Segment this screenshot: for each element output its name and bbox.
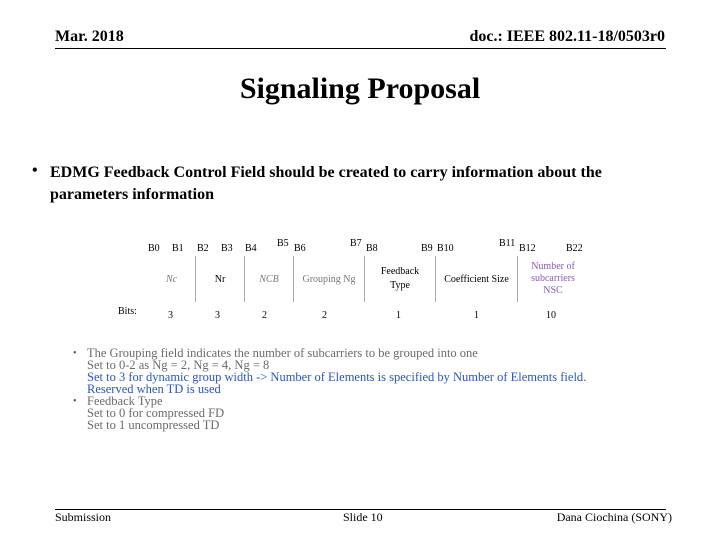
grouping-set-0-2: Set to 0-2 as Ng = 2, Ng = 4, Ng = 8 [87, 358, 270, 372]
bit-label: B1 [172, 243, 184, 254]
field-feedback-type [365, 256, 436, 302]
field-num-subcarriers [518, 256, 588, 302]
feedback-type-title: Feedback Type [87, 394, 163, 408]
bullet-marker: • [32, 162, 38, 179]
field-nc [148, 256, 196, 302]
bit-label: B12 [519, 243, 536, 254]
field-label: Nr [214, 273, 226, 285]
bit-label: B10 [437, 243, 454, 254]
bit-label: B6 [294, 243, 306, 254]
header-divider [55, 48, 666, 49]
bit-count: 2 [322, 310, 327, 321]
header-doc-id: doc.: IEEE 802.11-18/0503r0 [469, 28, 665, 45]
header-date: Mar. 2018 [55, 28, 124, 45]
slide-title: Signaling Proposal [239, 72, 481, 105]
bit-label: B5 [277, 238, 289, 249]
bits-label: Bits: [118, 306, 137, 317]
field-label: Grouping Ng [302, 273, 356, 285]
field-grouping [294, 256, 365, 302]
bit-label: B9 [421, 243, 433, 254]
bit-count: 10 [546, 310, 556, 321]
bit-label: B8 [366, 243, 378, 254]
note-bullet: • [73, 396, 77, 407]
bit-count: 1 [396, 310, 401, 321]
bit-label: B2 [197, 243, 209, 254]
feedback-set-0: Set to 0 for compressed FD [87, 406, 225, 420]
bullet-text: EDMG Feedback Control Field should be created to carry information about the parameters information [50, 164, 602, 203]
field-label: Feedback Type [380, 266, 420, 291]
field-label: NCB [259, 273, 279, 285]
field-label: Number of subcarriers NSC [531, 261, 575, 296]
field-label: Coefficient Size [444, 273, 509, 285]
bit-label: B22 [566, 243, 583, 254]
grouping-reserved: Reserved when TD is used [87, 382, 221, 396]
bit-count: 1 [474, 310, 479, 321]
note-bullet: • [73, 348, 77, 359]
footer-author: Dana Ciochina (SONY) [556, 510, 672, 524]
bit-count: 3 [168, 310, 173, 321]
bit-label: B0 [148, 243, 160, 254]
bit-label: B11 [499, 238, 516, 249]
field-ncb [245, 256, 294, 302]
bit-count: 2 [262, 310, 267, 321]
footer-submission: Submission [55, 510, 112, 524]
bit-label: B4 [245, 243, 257, 254]
field-label: Nc [165, 273, 178, 285]
field-nr [196, 256, 245, 302]
bit-label: B3 [221, 243, 233, 254]
bit-count: 3 [215, 310, 220, 321]
grouping-description: The Grouping field indicates the number of subcarriers to be grouped into one [87, 346, 478, 360]
grouping-set-3: Set to 3 for dynamic group width -> Number of Elements is specified by Number of Elements field. [87, 370, 587, 384]
footer-slide-number: Slide 10 [343, 510, 383, 524]
bit-label: B7 [350, 238, 362, 249]
feedback-set-1: Set to 1 uncompressed TD [87, 418, 220, 432]
field-coefficient-size [436, 256, 518, 302]
